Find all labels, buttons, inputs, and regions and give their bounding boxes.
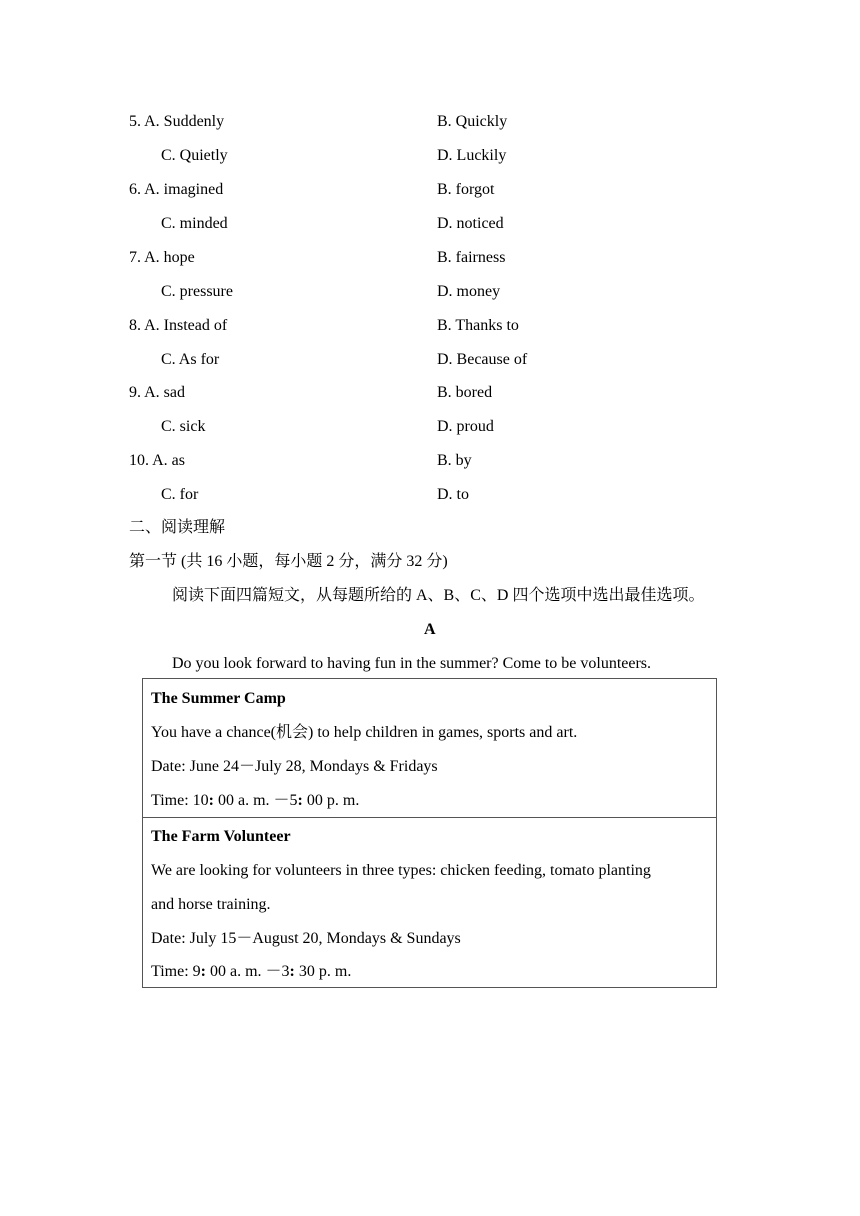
question-number: 10. <box>129 452 149 469</box>
section-instruction: 阅读下面四篇短文，从每题所给的 A、B、C、D 四个选项中选出最佳选项。 <box>172 587 705 604</box>
summer-camp-title: The Summer Camp <box>151 690 286 707</box>
question-9-option-d: D. proud <box>437 418 494 435</box>
question-8-option-b: B. Thanks to <box>437 317 519 334</box>
section-heading: 二、阅读理解 <box>129 519 226 536</box>
farm-volunteer-description-line2: and horse training. <box>151 896 271 913</box>
time-end-text: 30 p. m. <box>294 963 352 980</box>
question-5-option-a <box>129 112 224 132</box>
option-text: A. Instead of <box>144 317 228 334</box>
passage-intro: Do you look forward to having fun in the summer? Come to be volunteers. <box>172 655 652 672</box>
time-colon: : <box>297 792 303 809</box>
option-text: A. imagined <box>144 181 224 198</box>
question-6-option-d: D. noticed <box>437 215 504 232</box>
time-colon: : <box>289 963 295 980</box>
question-number: 5. <box>129 113 141 130</box>
question-number: 7. <box>129 249 141 266</box>
question-10-option-a <box>129 451 185 471</box>
question-8-option-c: C. As for <box>161 351 220 368</box>
question-7-option-b: B. fairness <box>437 249 506 266</box>
question-9-option-a <box>129 383 185 403</box>
volunteer-table <box>142 678 717 988</box>
table-row-divider <box>143 817 716 818</box>
time-end-text: 00 p. m. <box>302 792 360 809</box>
farm-volunteer-date: Date: July 15－August 20, Mondays & Sundays <box>151 930 461 947</box>
question-7-option-c: C. pressure <box>161 283 233 300</box>
question-8-option-d: D. Because of <box>437 351 528 368</box>
summer-camp-time <box>151 791 359 811</box>
question-5-option-d: D. Luckily <box>437 147 507 164</box>
time-start-text: Time: 9 <box>151 963 201 980</box>
question-number: 8. <box>129 317 141 334</box>
farm-volunteer-description-line1: We are looking for volunteers in three types: chicken feeding, tomato planting <box>151 862 651 879</box>
question-7-option-a <box>129 248 195 268</box>
question-9-option-b: B. bored <box>437 384 493 401</box>
question-6-option-a <box>129 180 223 200</box>
farm-volunteer-title: The Farm Volunteer <box>151 828 291 845</box>
question-7-option-d: D. money <box>437 283 501 300</box>
question-number: 9. <box>129 384 141 401</box>
question-5-option-b: B. Quickly <box>437 113 508 130</box>
question-6-option-c: C. minded <box>161 215 228 232</box>
question-10-option-c: C. for <box>161 486 199 503</box>
summer-camp-date: Date: June 24－July 28, Mondays & Fridays <box>151 758 438 775</box>
summer-camp-description: You have a chance(机会) to help children in games, sports and art. <box>151 724 578 741</box>
question-6-option-b: B. forgot <box>437 181 495 198</box>
option-text: A. Suddenly <box>144 113 225 130</box>
time-colon: : <box>208 792 214 809</box>
passage-letter: A <box>424 621 436 638</box>
question-10-option-d: D. to <box>437 486 469 503</box>
option-text: A. as <box>152 452 186 469</box>
question-9-option-c: C. sick <box>161 418 206 435</box>
question-number: 6. <box>129 181 141 198</box>
time-colon: : <box>200 963 206 980</box>
section-part: 第一节 (共 16 小题，每小题 2 分，满分 32 分) <box>129 553 448 570</box>
time-start-text: Time: 10 <box>151 792 209 809</box>
time-range-text: 00 a. m. －3 <box>205 963 290 980</box>
time-range-text: 00 a. m. －5 <box>213 792 298 809</box>
option-text: A. hope <box>144 249 195 266</box>
farm-volunteer-time <box>151 962 351 982</box>
question-10-option-b: B. by <box>437 452 472 469</box>
option-text: A. sad <box>144 384 186 401</box>
question-8-option-a <box>129 316 227 336</box>
question-5-option-c: C. Quietly <box>161 147 228 164</box>
